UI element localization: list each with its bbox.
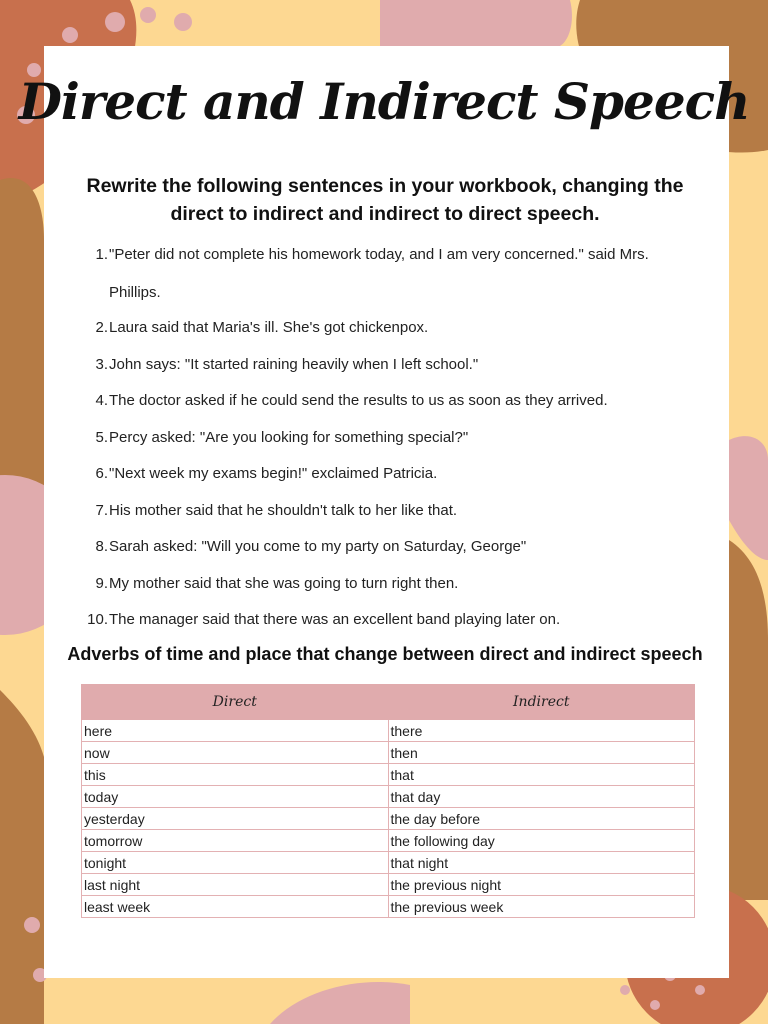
direct-cell: last night: [82, 874, 389, 896]
question-item: [86, 575, 706, 592]
direct-cell: now: [82, 742, 389, 764]
question-item: [86, 319, 706, 336]
pink-blob-bottom: [270, 982, 410, 1024]
table-row: [82, 830, 695, 852]
question-item: [86, 246, 706, 263]
instructions-heading: Rewrite the following sentences in your workbook, changing the direct to indirect and indirect to direct speech.: [86, 175, 684, 225]
pink-blob-right: [729, 436, 768, 560]
direct-cell: tomorrow: [82, 830, 389, 852]
question-number: 5.: [95, 429, 108, 446]
question-number: 7.: [95, 502, 108, 519]
table-row: [82, 786, 695, 808]
question-item: [86, 465, 706, 482]
brown-blob-left: [0, 178, 44, 520]
adverbs-table: [81, 684, 695, 918]
table-row: [82, 720, 695, 742]
table-row: [82, 764, 695, 786]
direct-cell: tonight: [82, 852, 389, 874]
brown-blob-right: [729, 540, 768, 900]
indirect-cell: the day before: [388, 808, 695, 830]
table-row: [82, 852, 695, 874]
table-row: [82, 808, 695, 830]
column-header-direct: Direct: [82, 685, 389, 720]
question-text: His mother said that he shouldn't talk to her like that.: [109, 502, 458, 519]
direct-cell: here: [82, 720, 389, 742]
indirect-cell: there: [388, 720, 695, 742]
table-heading: Adverbs of time and place that change between direct and indirect speech: [67, 644, 703, 664]
question-number: 3.: [95, 356, 108, 373]
direct-cell: today: [82, 786, 389, 808]
indirect-cell: the previous night: [388, 874, 695, 896]
question-item: [86, 502, 706, 519]
question-number: 6.: [95, 465, 108, 482]
question-item: [86, 611, 706, 628]
question-number: 4.: [95, 392, 108, 409]
indirect-cell: the previous week: [388, 896, 695, 918]
question-text: Laura said that Maria's ill. She's got chickenpox.: [109, 319, 429, 336]
question-text: Sarah asked: "Will you come to my party on Saturday, George": [109, 538, 527, 555]
question-text: Percy asked: "Are you looking for something special?": [109, 429, 469, 446]
question-number: 2.: [95, 319, 108, 336]
question-item: [86, 392, 706, 409]
question-text: "Peter did not complete his homework today, and I am very concerned." said Mrs.: [109, 246, 649, 263]
table-row: [82, 896, 695, 918]
question-number: 9.: [95, 575, 108, 592]
question-item: [86, 429, 706, 446]
question-text: "Next week my exams begin!" exclaimed Patricia.: [109, 465, 438, 482]
page-title: Direct and Indirect Speech: [18, 72, 750, 131]
column-header-indirect: Indirect: [388, 685, 695, 720]
question-text: My mother said that she was going to turn right then.: [109, 575, 459, 592]
table-header-row: [82, 685, 695, 720]
pink-blob-top: [380, 0, 572, 46]
indirect-cell: the following day: [388, 830, 695, 852]
question-text: John says: "It started raining heavily when I left school.": [109, 356, 479, 373]
question-number: 10.: [87, 611, 108, 628]
direct-cell: least week: [82, 896, 389, 918]
direct-cell: yesterday: [82, 808, 389, 830]
indirect-cell: then: [388, 742, 695, 764]
question-item: [86, 538, 706, 555]
direct-cell: this: [82, 764, 389, 786]
indirect-cell: that night: [388, 852, 695, 874]
question-number: 1.: [95, 246, 108, 263]
question-item: [86, 356, 706, 373]
question-text: The doctor asked if he could send the results to us as soon as they arrived.: [109, 392, 608, 409]
question-number: 8.: [95, 538, 108, 555]
table-row: [82, 874, 695, 896]
indirect-cell: that: [388, 764, 695, 786]
indirect-cell: that day: [388, 786, 695, 808]
question-text-continued: Phillips.: [109, 284, 161, 301]
table-row: [82, 742, 695, 764]
question-text: The manager said that there was an excellent band playing later on.: [109, 611, 561, 628]
